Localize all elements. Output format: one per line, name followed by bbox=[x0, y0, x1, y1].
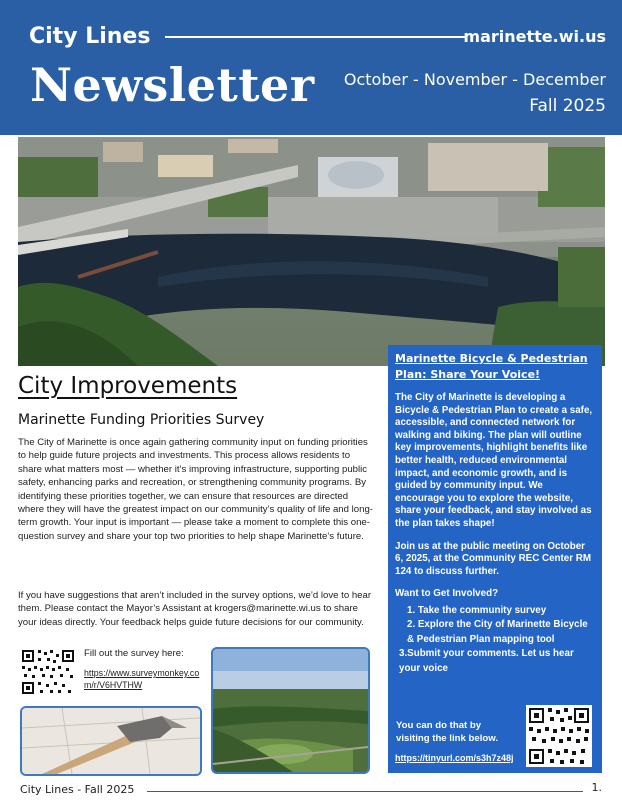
meeting-suffix: to discuss further. bbox=[411, 565, 500, 577]
issue-months: October - November - December bbox=[343, 70, 606, 89]
section-title: City Improvements bbox=[18, 373, 238, 399]
masthead-divider bbox=[165, 36, 465, 38]
website-link[interactable]: marinette.wi.us bbox=[463, 27, 606, 46]
visit-instruction: You can do that by visiting the link below. bbox=[396, 720, 498, 744]
hero-aerial-photo bbox=[18, 137, 605, 366]
involved-heading: Want to Get Involved? bbox=[395, 588, 499, 600]
suggestions-paragraph: If you have suggestions that aren’t included in the survey options, we’d love to hear them. Please contact the Mayor’s Assistant at krogers@marinette.wi.us to share your ideas directly. Your feedback helps guide future decisions for our community. bbox=[18, 590, 372, 628]
park-aerial-photo bbox=[211, 647, 370, 774]
bike-ped-plan-sidebar bbox=[388, 345, 602, 773]
step-item: 2. Explore the City of Marinette Bicycle & Pedestrian Plan mapping tool bbox=[407, 619, 588, 645]
masthead bbox=[0, 0, 622, 135]
survey-heading: Marinette Funding Priorities Survey bbox=[18, 412, 265, 428]
survey-link[interactable]: https://www.surveymonkey.com/r/V6HVTHW bbox=[84, 668, 200, 690]
sidebar-title: Marinette Bicycle & Pedestrian Plan: Share Your Voice! bbox=[395, 352, 588, 381]
footer-label: City Lines - Fall 2025 bbox=[20, 783, 135, 796]
survey-label: Fill out the survey here: bbox=[84, 648, 184, 659]
survey-qr-code-icon[interactable] bbox=[20, 648, 76, 696]
step-item: 3.Submit your comments. Let us hear your voice bbox=[399, 648, 574, 674]
meeting-details: October 6, 2025, at the Community REC Center RM 124 bbox=[395, 540, 591, 577]
plan-qr-code-icon[interactable] bbox=[526, 705, 592, 767]
series-name: City Lines bbox=[29, 24, 151, 49]
hammer-blueprint-photo bbox=[20, 706, 202, 776]
sidebar-intro: The City of Marinette is developing a Bicycle & Pedestrian Plan to create a safe, accessible, and connected network for walking and biking. The plan will outline key improvements, highlight benefits like better health, reduced environmental impact, and economic growth, and is guided by community input. We encourage you to explore the website, share your feedback, and stay involved as the plan takes shape! bbox=[395, 392, 593, 529]
involvement-steps bbox=[395, 604, 594, 676]
meeting-notice bbox=[395, 541, 594, 579]
meeting-prefix: Join us at the public meeting on bbox=[395, 540, 548, 552]
issue-season: Fall 2025 bbox=[529, 96, 606, 116]
newsletter-title: Newsletter bbox=[30, 58, 315, 112]
page-number: 1. bbox=[591, 781, 602, 794]
footer-divider bbox=[147, 791, 583, 792]
plan-link[interactable]: https://tinyurl.com/s3h7z48j bbox=[395, 753, 514, 763]
step-item: 1. Take the community survey bbox=[407, 604, 547, 616]
survey-intro-paragraph: The City of Marinette is once again gathering community input on funding priorities to help guide future projects and investments. This process allows residents to share what matters most — whether it’s improving infrastructure, supporting public safety, enhancing parks and recreation, or strengthening community programs. By identifying these priorities together, we can ensure that resources are directed where they will have the greatest impact on our community’s quality of life and long-term growth. Your input is important — please take a moment to complete this one-question survey and share your top two priorities to help shape Marinette’s future. bbox=[18, 437, 373, 542]
